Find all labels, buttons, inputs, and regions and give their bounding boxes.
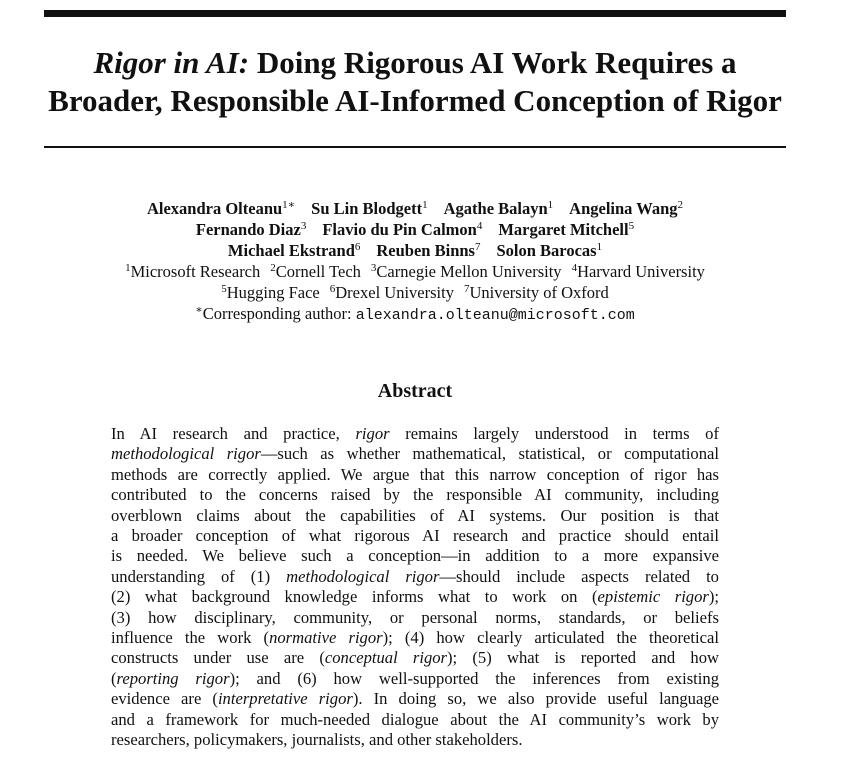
- title-rule: [44, 146, 786, 148]
- affiliation-marker: 5: [221, 283, 227, 295]
- abstract-text: (2) what background knowledge informs what to work on (: [111, 587, 598, 607]
- affiliation-name: University of Oxford: [469, 283, 609, 302]
- abstract-text: ); (5) what is reported and how: [447, 648, 720, 668]
- abstract-heading: Abstract: [377, 380, 453, 402]
- affiliation-name: Microsoft Research: [130, 262, 261, 281]
- abstract-text: —such as whether mathematical, statistical, or computational: [260, 444, 719, 464]
- abstract-emphasis: rigor: [355, 424, 390, 443]
- abstract-line: [111, 567, 719, 587]
- author-affiliation-marker: 1: [422, 199, 428, 211]
- paper-title: [20, 44, 810, 120]
- affiliation-marker: 6: [329, 283, 336, 295]
- abstract-line: [111, 546, 719, 566]
- abstract-body: [111, 424, 719, 751]
- abstract-text: contributed to the concerns raised by the responsible AI community, including: [111, 485, 719, 505]
- author-name: Solon Barocas: [496, 241, 597, 260]
- abstract-text: (: [111, 668, 117, 688]
- abstract-text: a broader conception of what rigorous AI research and practice should entail: [111, 526, 719, 546]
- author-name: Agathe Balayn: [443, 199, 548, 218]
- affiliation-marker: 1: [125, 262, 131, 274]
- corresponding-marker: ∗: [195, 304, 203, 316]
- abstract-text: and a framework for much-needed dialogue about the AI community’s work by: [111, 709, 719, 729]
- abstract-line: [111, 689, 719, 709]
- author-name: Su Lin Blodgett: [311, 199, 423, 218]
- author: [498, 220, 634, 239]
- abstract-line: [111, 587, 719, 607]
- abstract-line: [111, 648, 719, 668]
- abstract-text: overblown claims about the capabilities of AI systems. Our position is that: [111, 505, 719, 525]
- abstract-line: [111, 730, 719, 750]
- affiliation-row-2: [20, 282, 810, 303]
- abstract-line: [111, 628, 719, 648]
- author: [444, 199, 554, 218]
- affiliation-name: Drexel University: [335, 283, 454, 302]
- author-row-2: [20, 219, 810, 240]
- abstract-text: —should include aspects related to: [439, 566, 719, 586]
- title-line1-rest: Doing Rigorous AI Work Requires a: [256, 45, 737, 80]
- abstract-text: evidence are (: [111, 689, 218, 709]
- affiliation: [270, 262, 361, 281]
- corresponding-email[interactable]: alexandra.olteanu@microsoft.com: [355, 307, 635, 324]
- abstract-line: [111, 526, 719, 546]
- abstract-line: [111, 506, 719, 526]
- author-name: Michael Ekstrand: [227, 241, 355, 260]
- abstract-emphasis: methodological rigor: [286, 566, 440, 586]
- abstract-text: understanding of (1): [111, 566, 287, 586]
- abstract-text: ). In doing so, we also provide useful language: [352, 689, 719, 709]
- top-rule: [44, 10, 786, 17]
- abstract-emphasis: methodological rigor: [111, 444, 261, 464]
- affiliation-marker: 2: [270, 262, 276, 274]
- affiliation-marker: 7: [463, 283, 470, 295]
- author-affiliation-marker: 6: [354, 241, 361, 253]
- author-name: Reuben Binns: [376, 241, 475, 260]
- author: [376, 241, 480, 260]
- author: [322, 220, 482, 239]
- abstract-emphasis: interpretative rigor: [217, 689, 353, 709]
- author: [147, 199, 295, 218]
- author-affiliation-marker: 1∗: [282, 199, 296, 211]
- title-line-2: Broader, Responsible AI-Informed Conception of Rigor: [48, 83, 782, 118]
- author-name: Alexandra Olteanu: [146, 199, 283, 218]
- affiliation: [572, 262, 705, 281]
- corresponding-author: [20, 303, 810, 326]
- abstract-text: (3) how disciplinary, community, or personal norms, standards, or beliefs: [111, 607, 719, 627]
- abstract-text: influence the work (: [111, 628, 270, 648]
- author-affiliation-marker: 7: [474, 241, 481, 253]
- abstract-line: [111, 485, 719, 505]
- abstract-line: [111, 444, 719, 464]
- abstract-text: ); (4) how clearly articulated the theoretical: [382, 628, 719, 648]
- abstract-text: researchers, policymakers, journalists, and other stakeholders.: [111, 730, 523, 750]
- author-name: Margaret Mitchell: [498, 220, 629, 239]
- affiliation-name: Carnegie Mellon University: [376, 262, 562, 281]
- abstract-line: [111, 669, 719, 689]
- affiliation-marker: 4: [571, 262, 578, 274]
- abstract-text: ); and (6) how well-supported the inferences from existing: [229, 668, 719, 688]
- author-affiliation-marker: 5: [628, 220, 635, 232]
- author-affiliation-marker: 3: [300, 220, 307, 232]
- abstract-emphasis: epistemic rigor: [597, 587, 709, 607]
- title-line-1: [20, 44, 810, 82]
- author-affiliation-marker: 1: [547, 199, 554, 211]
- abstract-text: In AI research and practice,: [111, 424, 356, 443]
- author-name: Fernando Diaz: [195, 220, 301, 239]
- author: [196, 220, 306, 239]
- abstract-emphasis: conceptual rigor: [324, 648, 448, 668]
- affiliation-name: Harvard University: [577, 262, 705, 281]
- title-italic: Rigor in AI:: [93, 45, 250, 80]
- affiliation: [464, 283, 609, 302]
- author: [569, 199, 683, 218]
- author-affiliation-marker: 4: [476, 220, 483, 232]
- author: [311, 199, 427, 218]
- abstract-text: remains largely understood in terms of: [389, 424, 719, 443]
- corresponding-label: Corresponding author:: [202, 304, 352, 323]
- abstract-text: is needed. We believe such a conception—in addition to a more expansive: [111, 546, 719, 566]
- affiliation-name: Cornell Tech: [275, 262, 361, 281]
- abstract-line: [111, 710, 719, 730]
- affiliation-row-1: [20, 261, 810, 282]
- affiliation: [221, 283, 320, 302]
- abstract-text: constructs under use are (: [111, 648, 325, 668]
- author-affiliation-marker: 2: [677, 199, 684, 211]
- author-row-3: [20, 240, 810, 261]
- author: [496, 241, 602, 260]
- abstract-line: [111, 465, 719, 485]
- abstract-text: methods are correctly applied. We argue that this narrow conception of rigor has: [111, 464, 719, 484]
- affiliation: [330, 283, 454, 302]
- abstract-line: [111, 424, 719, 444]
- author-name: Flavio du Pin Calmon: [322, 220, 477, 239]
- abstract-line: [111, 608, 719, 628]
- affiliation: [371, 262, 562, 281]
- author-affiliation-marker: 1: [596, 241, 603, 253]
- author-name: Angelina Wang: [569, 199, 678, 218]
- abstract-text: );: [708, 587, 720, 607]
- abstract-emphasis: normative rigor: [269, 628, 383, 648]
- abstract-emphasis: reporting rigor: [116, 668, 230, 688]
- affiliation-name: Hugging Face: [226, 283, 320, 302]
- author-row-1: [20, 198, 810, 219]
- affiliation: [125, 262, 260, 281]
- author: [228, 241, 360, 260]
- affiliation-marker: 3: [370, 262, 377, 274]
- authors-block: [20, 198, 810, 326]
